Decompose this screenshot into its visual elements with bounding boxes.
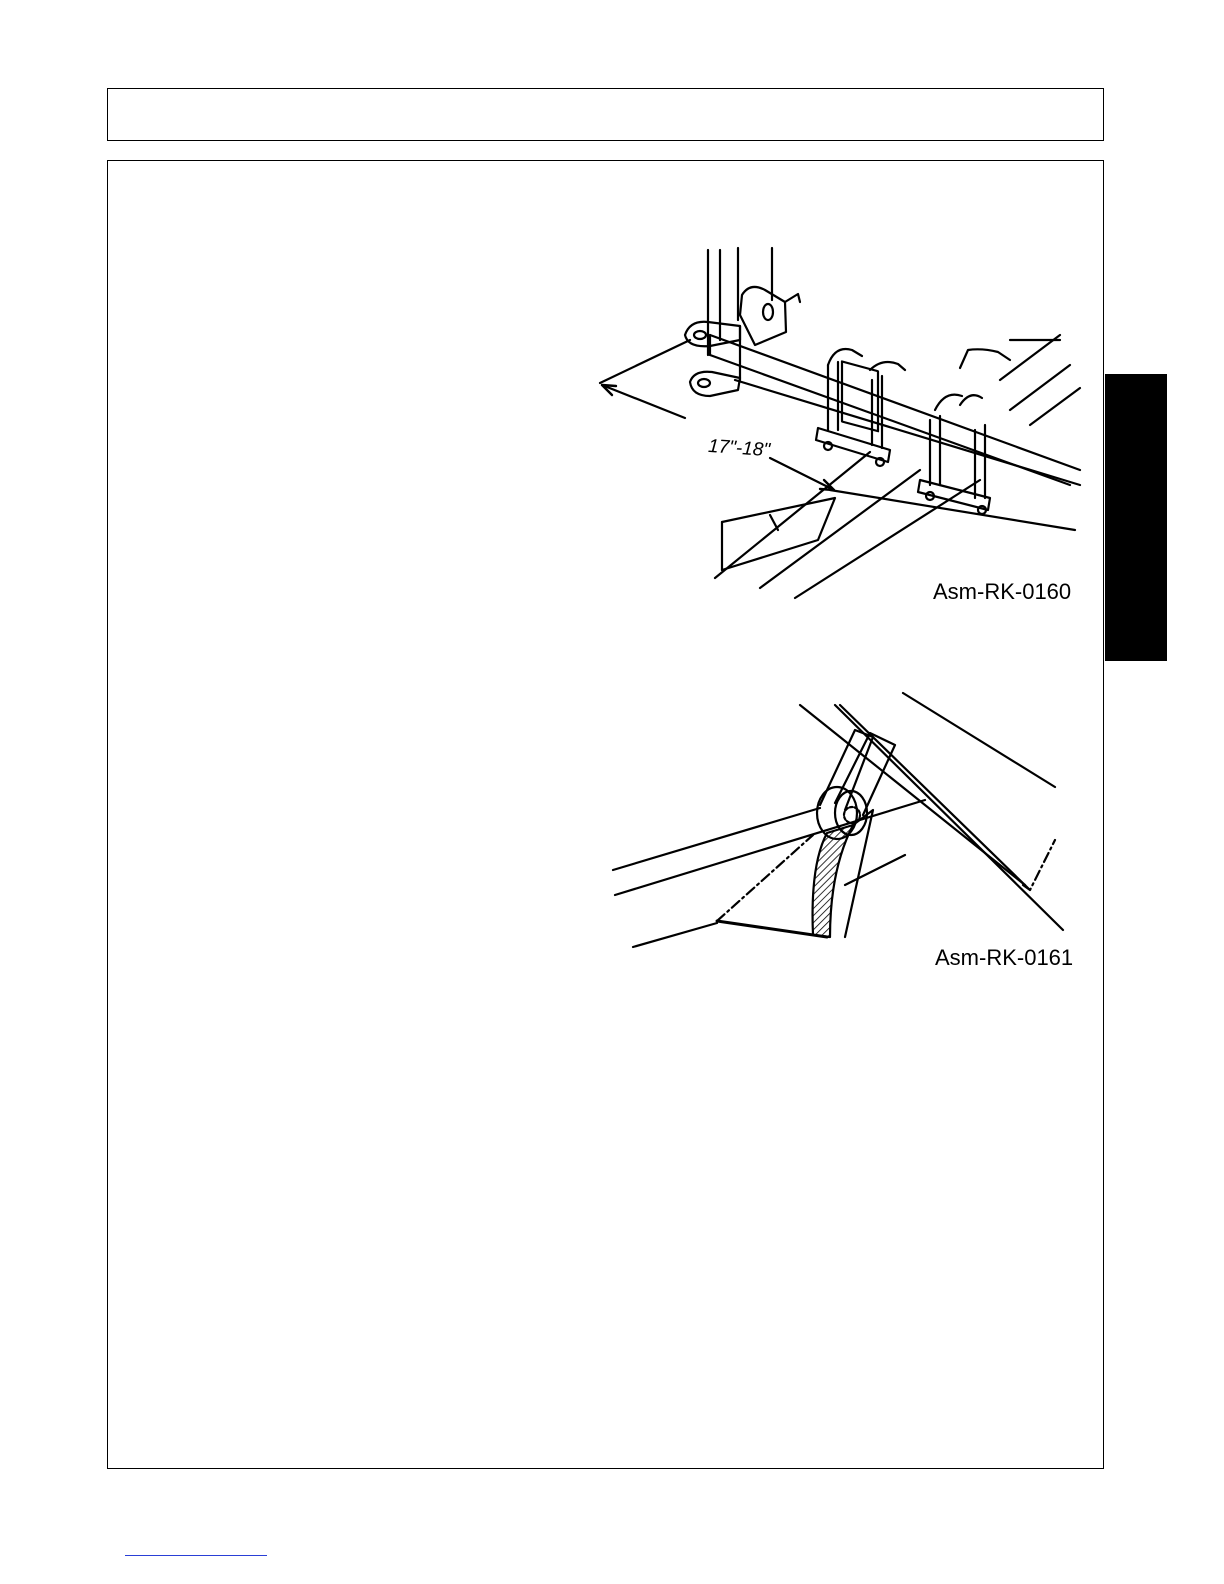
figure-2-label: Asm-RK-0161 xyxy=(935,945,1074,970)
figure-1-label: Asm-RK-0160 xyxy=(933,579,1072,604)
section-side-tab xyxy=(1105,374,1167,661)
dimension-label: 17"-18" xyxy=(707,435,771,462)
footer-link-underline[interactable] xyxy=(125,1555,267,1556)
page-header-box xyxy=(107,88,1104,141)
figure-pivot-tine-illustration xyxy=(605,685,1085,975)
figure-frame-clamp-illustration xyxy=(590,240,1090,610)
